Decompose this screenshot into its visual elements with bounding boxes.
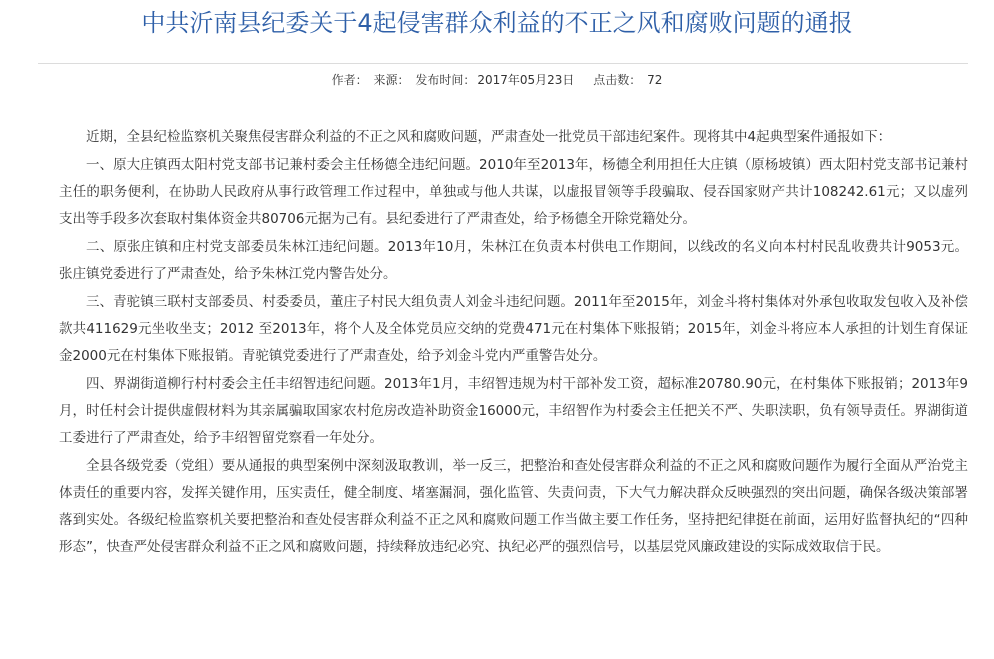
title-divider [38, 63, 968, 64]
author-label: 作者： [331, 73, 368, 87]
paragraph-intro: 近期，全县纪检监察机关聚焦侵害群众利益的不正之风和腐败问题，严肃查处一批党员干部违纪案件。现将其中4起典型案件通报如下： [86, 129, 892, 145]
article-body [59, 124, 968, 562]
article-meta [0, 72, 994, 88]
source-label: 来源： [373, 73, 410, 87]
paragraph-case-2: 二、原张庄镇和庄村党支部委员朱林江违纪问题。2013年10月，朱林江在负责本村供电工作期间，以线改的名义向本村村民乱收费共计9053元。张庄镇党委进行了严肃查处，给予朱林江党内警告处分。 [59, 239, 968, 282]
view-count-label: 点击数： [593, 73, 642, 87]
paragraph-case-3: 三、青驼镇三联村支部委员、村委委员，董庄子村民大组负责人刘金斗违纪问题。2011年至2015年，刘金斗将村集体对外承包收取发包收入及补偿款共411629元坐收坐支；2012 至2013年，将个人及全体党员应交纳的党费471元在村集体下账报销；2015年，刘金斗将应本人承担的计划生育保证金2000元在村集体下账报销。青驼镇党委进行了严肃查处，给予刘金斗党内严重警告处分。 [59, 294, 968, 364]
view-count-value: 72 [647, 73, 663, 87]
article-title: 中共沂南县纪委关于4起侵害群众利益的不正之风和腐败问题的通报 [141, 9, 853, 37]
publish-time-label: 发布时间： [415, 73, 476, 87]
publish-time-value: 2017年05月23日 [477, 73, 575, 87]
paragraph-case-1: 一、原大庄镇西太阳村党支部书记兼村委会主任杨德全违纪问题。2010年至2013年，杨德全利用担任大庄镇（原杨坡镇）西太阳村党支部书记兼村主任的职务便利，在协助人民政府从事行政管理工作过程中，单独或与他人共谋，以虚报冒领等手段骗取、侵吞国家财产共计108242.61元；又以虚列支出等手段多次套取村集体资金共80706元据为己有。县纪委进行了严肃查处，给予杨德全开除党籍处分。 [59, 157, 968, 227]
paragraph-case-4: 四、界湖街道柳行村村委会主任丰绍智违纪问题。2013年1月，丰绍智违规为村干部补发工资，超标准20780.90元，在村集体下账报销；2013年9月，时任村会计提供虚假材料为其亲属骗取国家农村危房改造补助资金16000元，丰绍智作为村委会主任把关不严、失职渎职，负有领导责任。界湖街道工委进行了严肃查处，给予丰绍智留党察看一年处分。 [59, 376, 968, 446]
paragraph-conclusion: 全县各级党委（党组）要从通报的典型案例中深刻汲取教训，举一反三，把整治和查处侵害群众利益的不正之风和腐败问题作为履行全面从严治党主体责任的重要内容，发挥关键作用，压实责任，健全制度、堵塞漏洞，强化监管、失责问责，下大气力解决群众反映强烈的突出问题，确保各级决策部署落到实处。各级纪检监察机关要把整治和查处侵害群众利益不正之风和腐败问题工作当做主要工作任务，坚持把纪律挺在前面，运用好监督执纪的“四种形态”，快查严处侵害群众利益不正之风和腐败问题，持续释放违纪必究、执纪必严的强烈信号，以基层党风廉政建设的实际成效取信于民。 [59, 458, 968, 555]
